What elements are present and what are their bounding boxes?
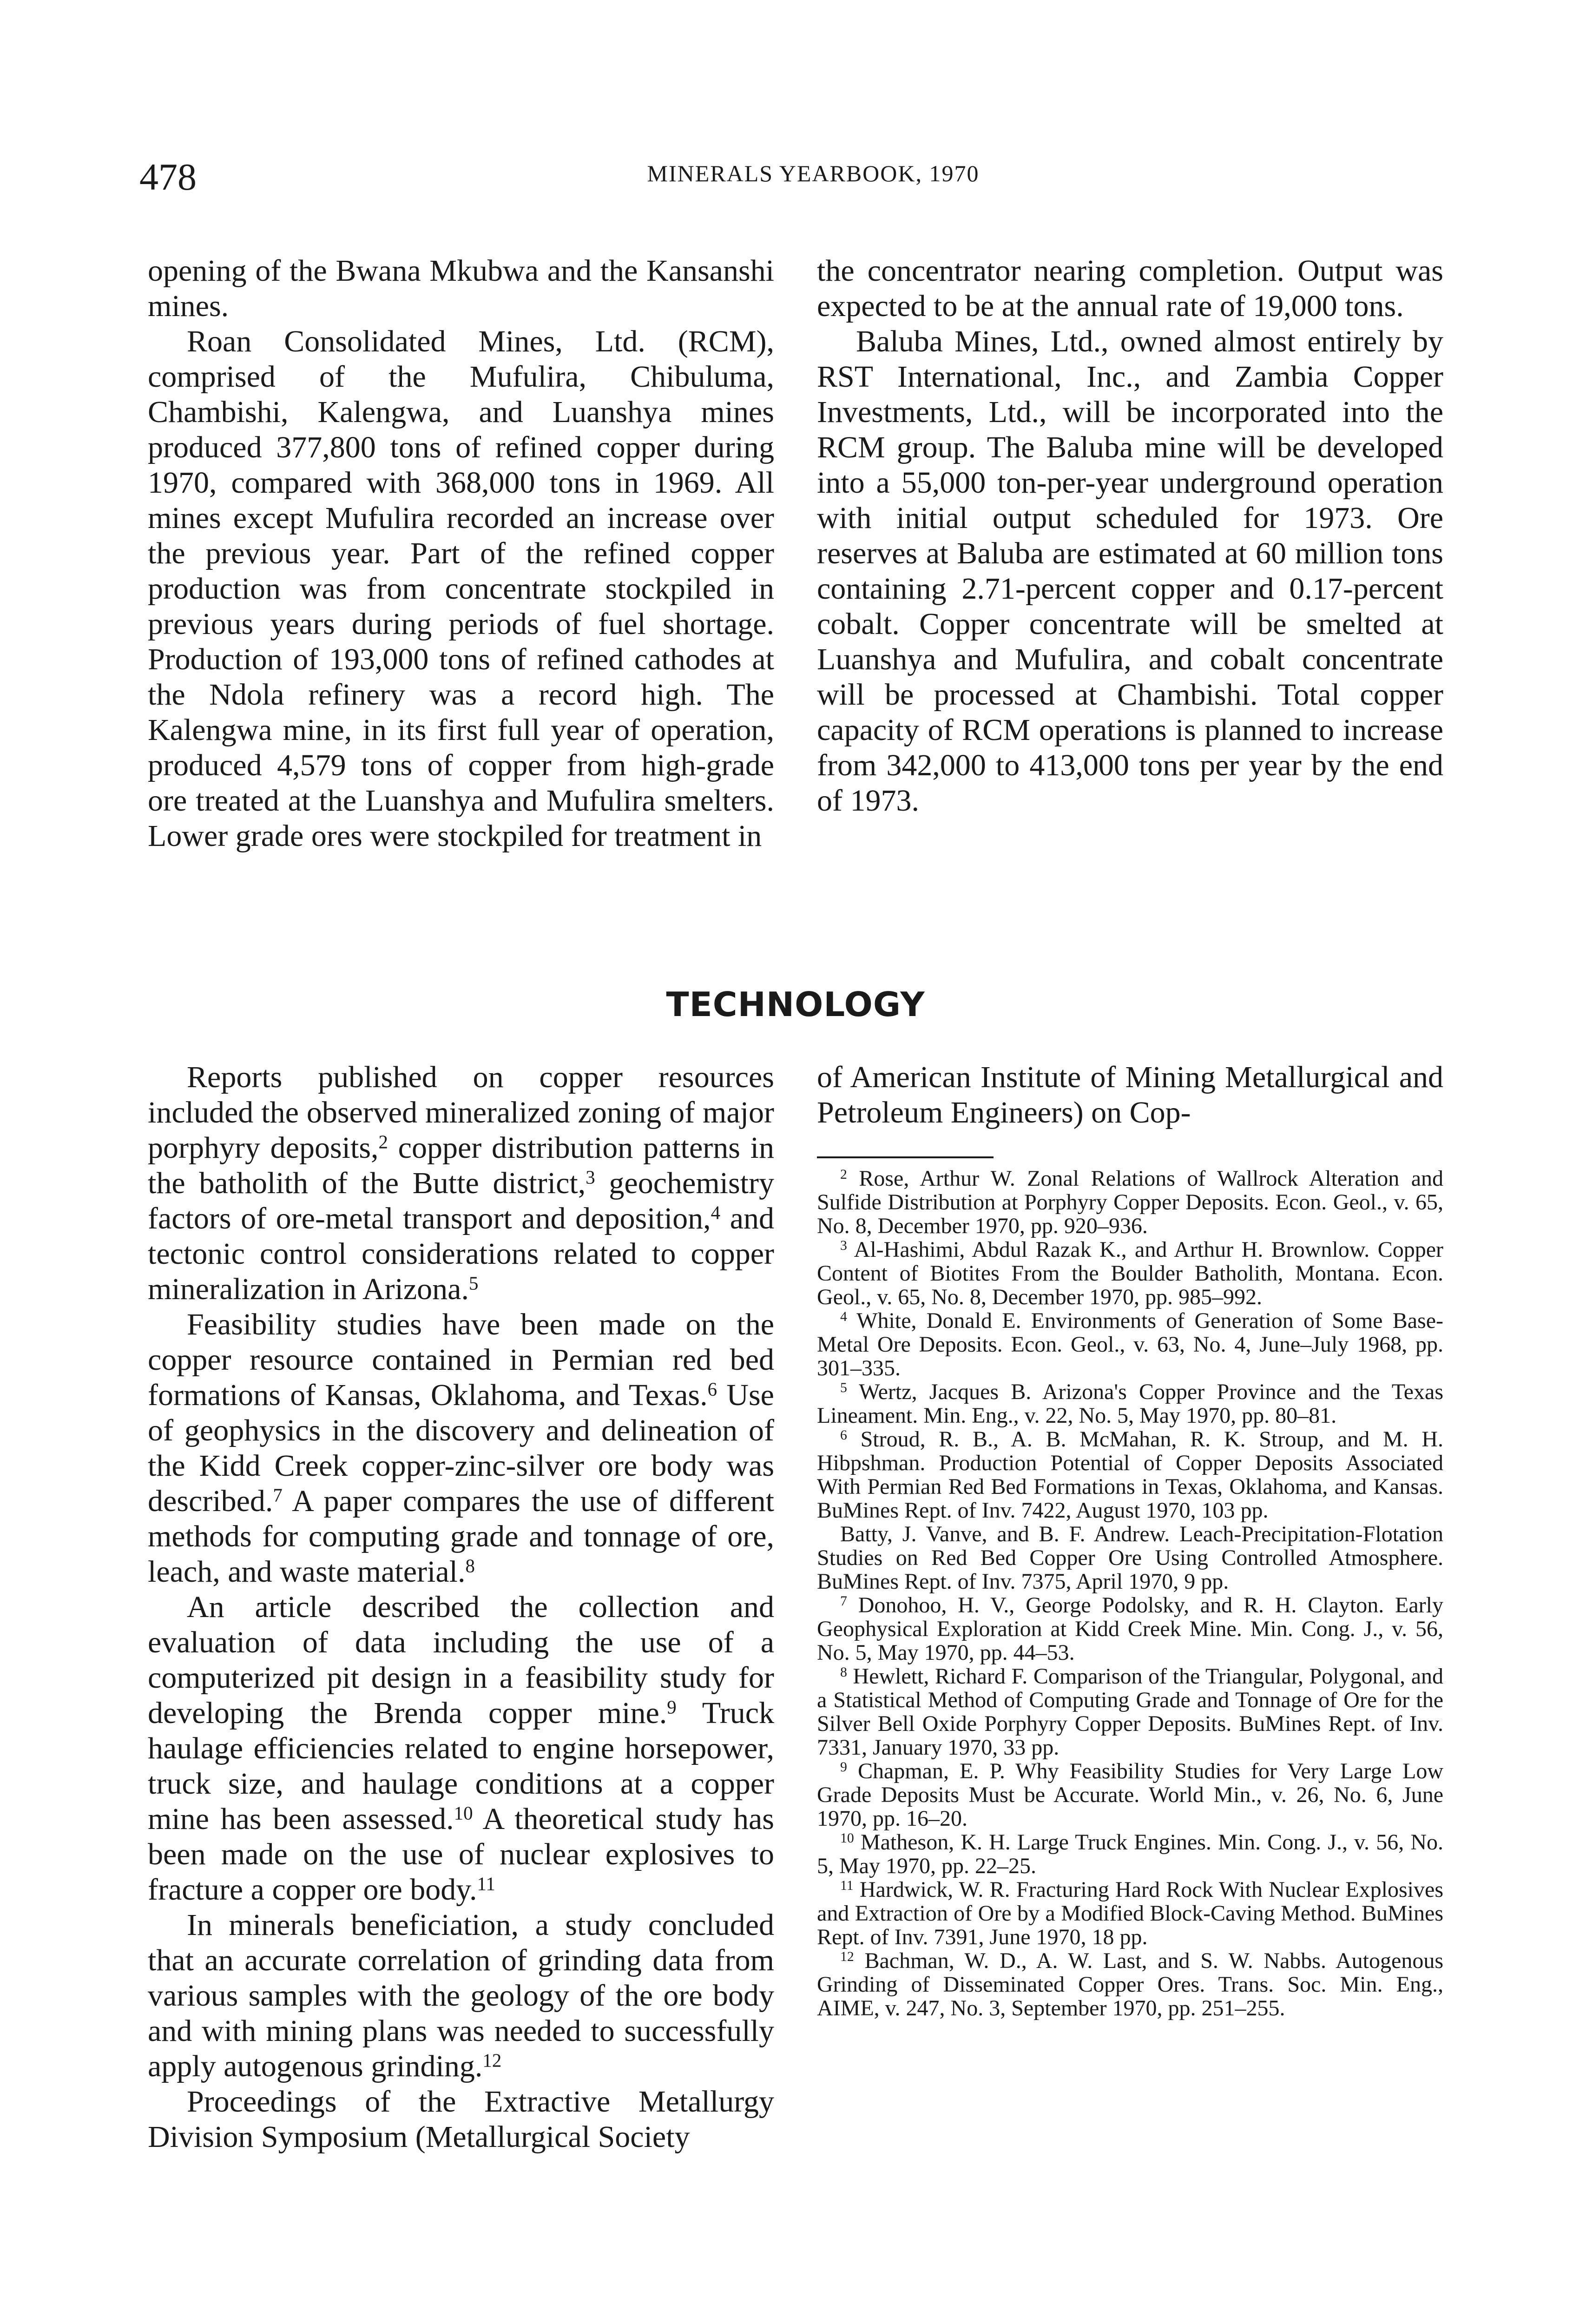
footnote-ref: 6 <box>707 1379 717 1400</box>
text-run: A theoretical study has been made on the use of nuclear explosives to fracture a copper ore body. <box>148 1802 774 1907</box>
footnote-number: 4 <box>840 1309 847 1325</box>
paragraph <box>148 1307 774 1590</box>
footnote-number: 6 <box>840 1427 847 1443</box>
paragraph <box>148 2084 774 2155</box>
footnote <box>817 1593 1443 1664</box>
footnote-number: 7 <box>840 1593 847 1609</box>
footnote-text: Chapman, E. P. Why Feasibility Studies for Very Large Low Grade Deposits Must be Accurate. World Min., v. 26, No. 6, June 1970, pp. 16–20. <box>817 1759 1443 1831</box>
text-run: Feasibility studies have been made on the copper resource contained in Permian red bed formations of Kansas, Oklahoma, and Texas. <box>148 1307 774 1412</box>
footnote-text: Donohoo, H. V., George Podolsky, and R. H. Clayton. Early Geophysical Exploration at Kidd Creek Mine. Min. Cong. J., v. 56, No. 5, May 1970, pp. 44–53. <box>817 1593 1443 1665</box>
footnote-text: Hewlett, Richard F. Comparison of the Triangular, Polygonal, and a Statistical Method of Computing Grade and Tonnage of Ore for the Silver Bell Oxide Porphyry Copper Deposits. BuMines Rept. of Inv. 7331, January 1970, 33 pp. <box>817 1664 1443 1760</box>
footnote-ref: 7 <box>273 1485 283 1506</box>
footnote-text: Al-Hashimi, Abdul Razak K., and Arthur H. Brownlow. Copper Content of Biotites From the Boulder Batholith, Montana. Econ. Geol., v. 65, No. 8, December 1970, pp. 985–992. <box>817 1237 1443 1309</box>
footnote-text: Hardwick, W. R. Fracturing Hard Rock With Nuclear Explosives and Extraction of Ore by a Modified Block-Caving Method. BuMines Rept. of Inv. 7391, June 1970, 18 pp. <box>817 1877 1443 1949</box>
footnote <box>817 1238 1443 1309</box>
footnote-ref: 2 <box>378 1131 388 1153</box>
text-run: Reports published on copper resources included the observed mineralized zoning of major porphyry deposits, <box>148 1060 774 1165</box>
footnote <box>817 1427 1443 1522</box>
footnote <box>817 1522 1443 1593</box>
footnote-text: Matheson, K. H. Large Truck Engines. Min. Cong. J., v. 56, No. 5, May 1970, pp. 22–25. <box>817 1830 1443 1878</box>
text-run: Truck haulage efficiencies related to engine horsepower, truck size, and haulage conditions at a copper mine has been assessed. <box>148 1696 775 1836</box>
text-run: Use of geophysics in the discovery and delineation of the Kidd Creek copper-zinc-silver ore body was described. <box>148 1378 774 1518</box>
section-heading: TECHNOLOGY <box>666 985 925 1024</box>
footnote-divider <box>817 1156 994 1158</box>
footnote-text: Rose, Arthur W. Zonal Relations of Wallrock Alteration and Sulfide Distribution at Porphyry Copper Deposits. Econ. Geol., v. 65, No. 8, December 1970, pp. 920–936. <box>817 1166 1443 1238</box>
top-left-column <box>148 253 774 854</box>
paragraph: opening of the Bwana Mkubwa and the Kansanshi mines. <box>148 254 774 323</box>
footnote-ref: 3 <box>586 1167 595 1188</box>
footnote-ref: 9 <box>667 1697 677 1718</box>
text-run: A paper compares the use of different methods for computing grade and tonnage of ore, leach, and waste material. <box>148 1484 774 1589</box>
footnote <box>817 1830 1443 1878</box>
footnote-number: 12 <box>840 1949 854 1965</box>
footnote-number: 11 <box>840 1878 854 1894</box>
footnote-text: Bachman, W. D., A. W. Last, and S. W. Nabbs. Autogenous Grinding of Disseminated Copper Ores. Trans. Soc. Min. Eng., AIME, v. 247, No. 3, September 1970, pp. 251–255. <box>817 1948 1443 2020</box>
paragraph: of American Institute of Mining Metallurgical and Petroleum Engineers) on Cop- <box>817 1060 1443 1129</box>
bottom-right-column <box>817 1060 1443 1130</box>
footnote <box>817 1759 1443 1830</box>
footnote-ref: 8 <box>465 1555 475 1577</box>
footnote <box>817 1664 1443 1759</box>
top-right-column <box>817 253 1443 819</box>
footnote <box>817 1167 1443 1238</box>
footnote <box>817 1309 1443 1380</box>
footnote <box>817 1949 1443 2020</box>
footnote-ref: 5 <box>468 1273 479 1294</box>
footnote-number: 9 <box>840 1759 847 1775</box>
footnote-ref: 11 <box>477 1873 495 1895</box>
footnote-number: 5 <box>840 1380 847 1396</box>
text-run: and tectonic control considerations related to copper mineralization in Arizona. <box>148 1202 774 1306</box>
running-head: MINERALS YEARBOOK, 1970 <box>647 160 980 186</box>
paragraph: the concentrator nearing completion. Output was expected to be at the annual rate of 19,000 tons. <box>817 254 1443 323</box>
footnote-text: Stroud, R. B., A. B. McMahan, R. K. Stroup, and M. H. Hibpshman. Production Potential of Copper Deposits Associated With Permian Red Bed Formations in Texas, Oklahoma, and Kansas. BuMines Rept. of Inv. 7422, August 1970, 103 pp. <box>817 1427 1443 1523</box>
footnote-text: Wertz, Jacques B. Arizona's Copper Province and the Texas Lineament. Min. Eng., v. 22, No. 5, May 1970, pp. 80–81. <box>817 1380 1443 1428</box>
footnote <box>817 1380 1443 1427</box>
footnote-number: 3 <box>840 1238 847 1254</box>
paragraph <box>148 1590 774 1908</box>
text-run: In minerals beneficiation, a study concluded that an accurate correlation of grinding data from various samples with the geology of the ore body and with mining plans was needed to successfully apply autogenous grinding. <box>148 1908 774 2083</box>
paragraph <box>148 1060 774 1307</box>
footnote-ref: 12 <box>482 2050 502 2071</box>
bottom-left-column <box>148 1060 774 2155</box>
footnote-text: Batty, J. Vanve, and B. F. Andrew. Leach-Precipitation-Flotation Studies on Red Bed Copper Ore Using Controlled Atmosphere. BuMines Rept. of Inv. 7375, April 1970, 9 pp. <box>817 1522 1443 1594</box>
footnote-number: 8 <box>840 1664 847 1680</box>
footnotes <box>817 1167 1443 2020</box>
footnote-number: 2 <box>840 1167 847 1182</box>
footnote-ref: 10 <box>454 1802 473 1824</box>
text-run: copper distribution patterns in the batholith of the Butte district, <box>148 1131 774 1200</box>
paragraph <box>148 1908 774 2084</box>
text-run: geochemistry factors of ore-metal transport and deposition, <box>148 1166 774 1235</box>
footnote-number: 10 <box>840 1830 854 1846</box>
text-run: Proceedings of the Extractive Metallurgy Division Symposium (Metallurgical Society <box>148 2085 774 2154</box>
text-run: An article described the collection and evaluation of data including the use of a computerized pit design in a feasibility study for developing the Brenda copper mine. <box>148 1590 774 1730</box>
footnote-ref: 4 <box>711 1202 721 1223</box>
page-number: 478 <box>139 156 197 198</box>
footnote-text: White, Donald E. Environments of Generation of Some Base-Metal Ore Deposits. Econ. Geol., v. 63, No. 4, June–July 1968, pp. 301–335. <box>817 1308 1443 1380</box>
paragraph: Baluba Mines, Ltd., owned almost entirely by RST International, Inc., and Zambia Copper Investments, Ltd., will be incorporated into the RCM group. The Baluba mine will be developed into a 55,000 ton-per-year underground operation with initial output scheduled for 1973. Ore reserves at Baluba are estimated at 60 million tons containing 2.71-percent copper and 0.17-percent cobalt. Copper concentrate will be smelted at Luanshya and Mufulira, and cobalt concentrate will be processed at Chambishi. Total copper capacity of RCM operations is planned to increase from 342,000 to 413,000 tons per year by the end of 1973. <box>817 324 1443 818</box>
paragraph: Roan Consolidated Mines, Ltd. (RCM), comprised of the Mufulira, Chibuluma, Chambishi, Kalengwa, and Luanshya mines produced 377,800 tons of refined copper during 1970, compared with 368,000 tons in 1969. All mines except Mufulira recorded an increase over the previous year. Part of the refined copper production was from concentrate stockpiled in previous years during periods of fuel shortage. Production of 193,000 tons of refined cathodes at the Ndola refinery was a record high. The Kalengwa mine, in its first full year of operation, produced 4,579 tons of copper from high-grade ore treated at the Luanshya and Mufulira smelters. Lower grade ores were stockpiled for treatment in <box>148 324 774 853</box>
footnote <box>817 1878 1443 1949</box>
